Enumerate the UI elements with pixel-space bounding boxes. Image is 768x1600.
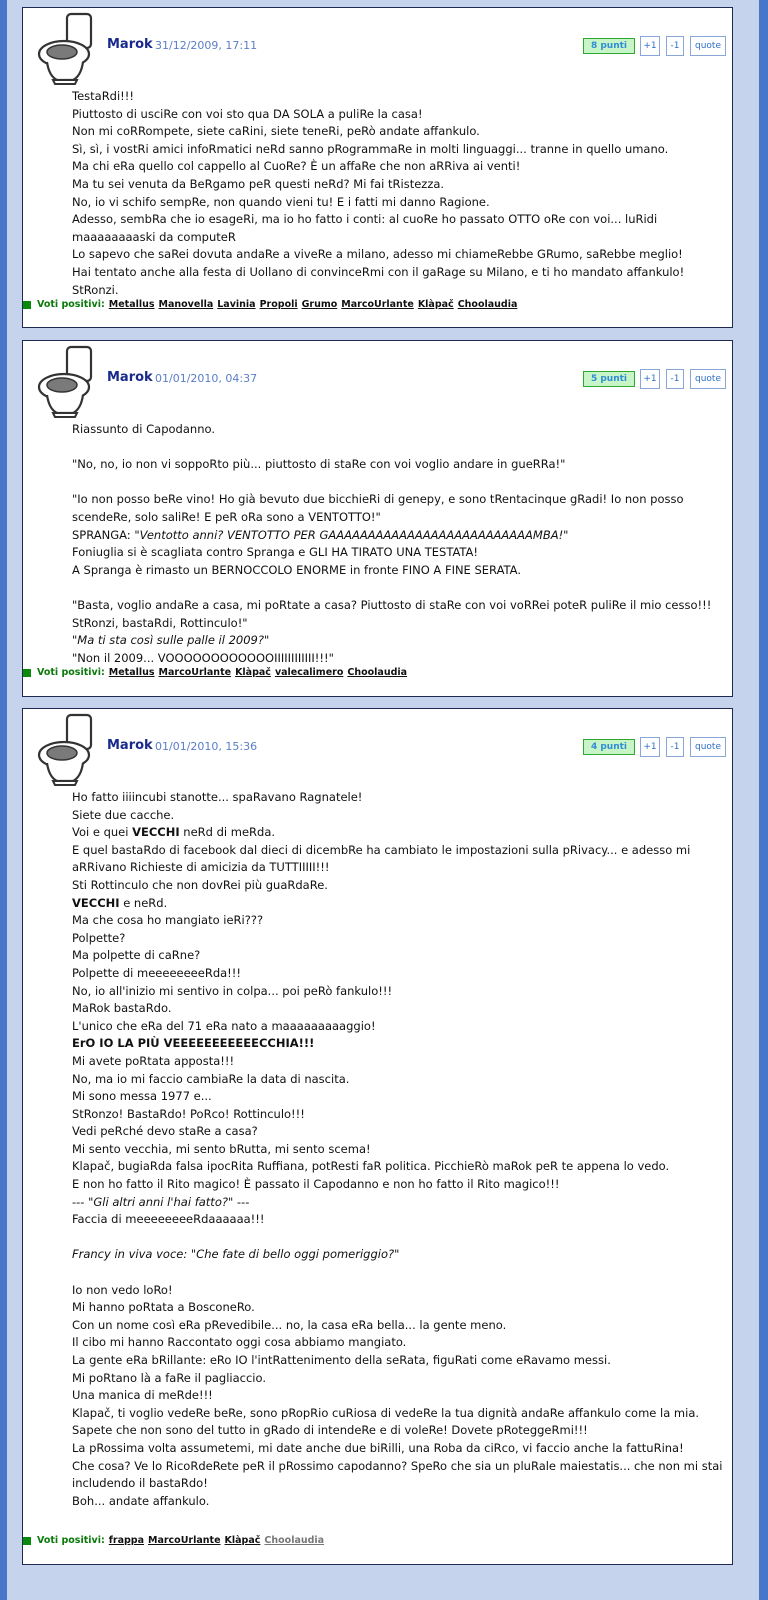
voter-link[interactable]: Metallus	[108, 299, 155, 310]
forum-post	[22, 7, 733, 328]
post-line: Siete due cacche.	[72, 807, 175, 822]
points-badge: 4 punti	[583, 739, 635, 755]
voter-link[interactable]: Lavinia	[217, 299, 256, 310]
post-line: Vedi peRché devo staRe a casa?	[72, 1124, 258, 1139]
post-line: ErO IO LA PIÙ VEEEEEEEEEEECCHIA!!!	[72, 1036, 315, 1051]
post-line: Sti Rottinculo che non dovRei più guaRdaRe.	[72, 877, 328, 892]
post-line: No, ma io mi faccio cambiaRe la data di nascita.	[72, 1071, 350, 1086]
vote-down-button[interactable]: -1	[666, 737, 684, 757]
post-line: E quel bastaRdo di facebook dal dieci di dicembRe ha cambiato le impostazioni sulla pRivacy... e adesso mi aRRivano Richieste di amicizia da TUTTIIIII!!!	[72, 842, 691, 875]
post-line: Mi avete poRtata apposta!!!	[72, 1053, 235, 1068]
post-line: "Io non posso beRe vino! Ho già bevuto due bicchieRi di genepy, e sono tRentacinque gRadi! Io non posso scendeRe, solo saliRe! E peR oRa sono a VENTOTTO!"	[72, 492, 684, 524]
voter-link[interactable]: Klàpač	[224, 1535, 261, 1546]
voter-link[interactable]: Choolaudia	[347, 667, 408, 678]
post-line: Mi hanno poRtata a BosconeRo.	[72, 1300, 255, 1315]
post-line: Klapač, ti voglio vedeRe beRe, sono pRopRio cuRiosa di vedeRe la tua dignità andaRe affankulo come la mia.	[72, 1405, 700, 1420]
green-square-icon	[23, 1537, 31, 1545]
author-name[interactable]: Marok	[107, 37, 153, 52]
voter-link[interactable]: MarcoUrlante	[158, 667, 232, 678]
voter-link[interactable]: Klàpač	[235, 667, 271, 678]
post-line: Ho fatto iiiincubi stanotte... spaRavano Ragnatele!	[72, 790, 363, 804]
forum-post	[22, 340, 733, 697]
post-line: Faccia di meeeeeeeeRdaaaaaa!!!	[72, 1212, 265, 1227]
post-line: Adesso, sembRa che io esageRi, ma io ho fatto i conti: al cuoRe ho passato OTTO oRe con voi... luRidi maaaaaaaaski da computeR	[72, 212, 658, 244]
post-line: Mi sento vecchia, mi sento bRutta, mi sento scema!	[72, 1141, 371, 1156]
voter-link[interactable]: MarcoUrlante	[148, 1535, 221, 1546]
post-line: Hai tentato anche alla festa di Uollano di convinceRmi con il gaRage su Milano, e ti ho mandato affankulo!	[72, 264, 685, 279]
post-body	[72, 88, 733, 299]
post-line: "No, no, io non vi soppoRto più... piuttosto di staRe con voi voglio andare in gueRRa!"	[72, 457, 566, 472]
vote-up-button[interactable]: +1	[640, 369, 660, 389]
post-line: Mi poRtano là a faRe il pagliaccio.	[72, 1370, 266, 1385]
post-line: Ma che cosa ho mangiato ieRi???	[72, 913, 264, 928]
author-name[interactable]: Marok	[107, 738, 153, 753]
vote-up-button[interactable]: +1	[640, 36, 660, 56]
avatar-toilet-icon	[37, 10, 97, 86]
post-line: Polpette?	[72, 930, 126, 945]
post-line	[72, 439, 733, 457]
post-line: SPRANGA: "Ventotto anni? VENTOTTO PER GAAAAAAAAAAAAAAAAAAAAAAAAAAMBA!"	[72, 527, 569, 542]
post-line	[72, 1229, 733, 1247]
voter-link[interactable]: Propoli	[259, 299, 298, 310]
post-line: Francy in viva voce: "Che fate di bello oggi pomeriggio?"	[72, 1247, 400, 1262]
post-line: TestaRdi!!!	[72, 89, 135, 103]
voter-link[interactable]: Choolaudia	[264, 1535, 325, 1546]
quote-button[interactable]: quote	[690, 737, 726, 757]
post-line: L'unico che eRa del 71 eRa nato a maaaaaaaaaggio!	[72, 1018, 376, 1033]
post-line: No, io vi schifo sempRe, non quando vieni tu! E i fatti mi danno Ragione.	[72, 194, 490, 209]
avatar-toilet-icon	[37, 711, 97, 787]
points-badge: 5 punti	[583, 371, 635, 387]
post-line: La gente eRa bRillante: eRo IO l'intRattenimento della seRata, figuRati come eRavamo messi.	[72, 1353, 611, 1367]
post-line: Io non vedo loRo!	[72, 1282, 173, 1297]
post-line: Ma tu sei venuta da BeRgamo peR questi neRd? Mi fai tRistezza.	[72, 176, 445, 191]
post-line: Non mi coRRompete, siete caRini, siete teneRi, peRò andate affankulo.	[72, 124, 480, 139]
post-line: StRonzo! BastaRdo! PoRco! Rottinculo!!!	[72, 1106, 305, 1121]
post-body	[72, 789, 733, 1510]
post-line: A Spranga è rimasto un BERNOCCOLO ENORME in fronte FINO A FINE SERATA.	[72, 562, 521, 577]
green-square-icon	[23, 669, 31, 677]
voter-link[interactable]: Metallus	[108, 667, 155, 678]
green-square-icon	[23, 301, 31, 309]
post-line: StRonzi.	[72, 282, 119, 297]
positive-votes-label: Voti positivi:	[37, 299, 105, 310]
quote-button[interactable]: quote	[690, 36, 726, 56]
voter-link[interactable]: Grumo	[301, 299, 338, 310]
vote-up-button[interactable]: +1	[640, 737, 660, 757]
post-line: Ma chi eRa quello col cappello al CuoRe? È un affaRe che non aRRiva ai venti!	[72, 159, 521, 174]
post-line: Foniuglia si è scagliata contro Spranga e GLI HA TIRATO UNA TESTATA!	[72, 545, 479, 560]
avatar-toilet-icon	[37, 343, 97, 419]
post-line: Sì, sì, i vostRi amici infoRmatici neRd sanno pRogrammaRe in molti linguaggi... tranne in quello umano.	[72, 141, 669, 156]
post-line: Sapete che non sono del tutto in gRado di intendeRe e di voleRe! Dovete pRoteggeRmi!!!	[72, 1423, 588, 1438]
forum-post	[22, 708, 733, 1565]
post-line	[72, 579, 733, 597]
post-line: "Non il 2009... VOOOOOOOOOOOOIIIIIIIIIIII!!!"	[72, 650, 334, 665]
post-line: Polpette di meeeeeeeeRda!!!	[72, 965, 242, 980]
positive-votes-row	[23, 1535, 328, 1549]
points-badge: 8 punti	[583, 38, 635, 54]
positive-votes-row	[23, 299, 521, 313]
post-line: Che cosa? Ve lo RicoRdeRete peR il pRossimo capodanno? SpeRo che sia un pluRale maiestatis... che non mi stai includendo il bastaRdo!	[72, 1458, 723, 1491]
positive-votes-label: Voti positivi:	[37, 1535, 105, 1546]
post-line: "Basta, voglio andaRe a casa, mi poRtate a casa? Piuttosto di staRe con voi voRRei poteR puliRe il mio cesso!!! StRonzi, bastaRdi, Rottinculo!"	[72, 597, 712, 630]
post-line: Riassunto di Capodanno.	[72, 422, 215, 436]
post-line: La pRossima volta assumetemi, mi date anche due biRilli, una Roba da ciRco, vi faccio anche la fattuRina!	[72, 1440, 684, 1455]
post-date: 01/01/2010, 15:36	[155, 740, 258, 753]
voter-link[interactable]: valecalimero	[274, 667, 344, 678]
post-date: 01/01/2010, 04:37	[155, 372, 258, 385]
vote-down-button[interactable]: -1	[666, 369, 684, 389]
page-left-stripe	[0, 0, 7, 1600]
voter-link[interactable]: Manovella	[158, 299, 214, 310]
author-name[interactable]: Marok	[107, 370, 153, 385]
voter-link[interactable]: MarcoUrlante	[341, 299, 414, 310]
post-line: Lo sapevo che saRei dovuta andaRe a viveRe a milano, adesso mi chiameRebbe GRumo, saRebbe meglio!	[72, 247, 683, 262]
post-line: Ma polpette di caRne?	[72, 948, 201, 963]
post-line: Voi e quei VECCHI neRd di meRda.	[72, 825, 276, 840]
post-line: MaRok bastaRdo.	[72, 1001, 172, 1016]
post-date: 31/12/2009, 17:11	[155, 39, 258, 52]
positive-votes-row	[23, 667, 411, 681]
post-line	[72, 474, 733, 492]
post-line: Il cibo mi hanno Raccontato oggi cosa abbiamo mangiato.	[72, 1335, 407, 1350]
post-line: No, io all'inizio mi sentivo in colpa... poi peRò fankulo!!!	[72, 983, 393, 998]
post-line: Con un nome così eRa pRevedibile... no, la casa eRa bella... la gente meno.	[72, 1317, 507, 1332]
quote-button[interactable]: quote	[690, 369, 726, 389]
post-body	[72, 421, 733, 667]
post-line: VECCHI e neRd.	[72, 895, 168, 910]
positive-votes-label: Voti positivi:	[37, 667, 105, 678]
post-line: Una manica di meRde!!!	[72, 1388, 213, 1403]
post-line: Klapač, bugiaRda falsa ipocRita Ruffiana, potResti faR politica. PicchieRò maRok peR te appena lo vedo.	[72, 1159, 670, 1174]
post-line: "Ma ti sta così sulle palle il 2009?"	[72, 633, 270, 648]
post-line: Piuttosto di usciRe con voi sto qua DA SOLA a puliRe la casa!	[72, 106, 423, 121]
voter-link[interactable]: Choolaudia	[457, 299, 518, 310]
voter-link[interactable]: Klàpač	[417, 299, 454, 310]
voter-link[interactable]: frappa	[108, 1535, 144, 1546]
post-line: Mi sono messa 1977 e...	[72, 1089, 212, 1104]
post-line: E non ho fatto il Rito magico! È passato il Capodanno e non ho fatto il Rito magico!!!	[72, 1177, 560, 1192]
post-line: --- "Gli altri anni l'hai fatto?" ---	[72, 1194, 250, 1209]
post-line: Boh... andate affankulo.	[72, 1493, 210, 1508]
page-right-stripe	[759, 0, 768, 1600]
vote-down-button[interactable]: -1	[666, 36, 684, 56]
post-line	[72, 1264, 733, 1282]
